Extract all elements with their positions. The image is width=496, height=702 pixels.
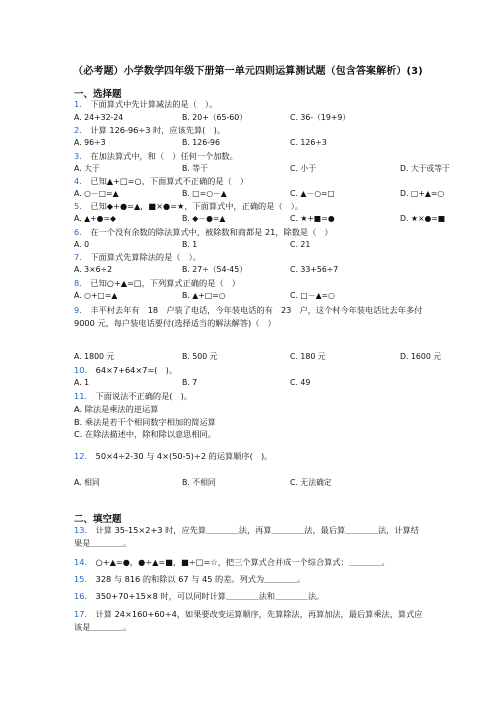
fill-question-16 [74, 591, 324, 601]
question-text: 在加法算式中，和（ ）任何一个加数。 [90, 151, 238, 161]
option-c: C. 21 [290, 240, 311, 249]
question-number: 1． [74, 99, 88, 109]
question-number: 8． [74, 278, 88, 288]
option-c: C. ★+■=● [290, 214, 335, 223]
option-c: C. 126÷3 [290, 138, 327, 147]
question-text: 计算 24×160+60÷4，如果要改变运算顺序，先算除法，再算加法，最后算乘法，算式应该是＿＿＿＿。 [74, 609, 423, 632]
option-a: A. ▲+●=◆ [74, 214, 117, 223]
question-8 [74, 278, 240, 288]
question-number: 16． [74, 591, 93, 601]
fill-question-15 [74, 574, 305, 584]
fill-question-13 [74, 524, 426, 550]
option-a: A. ○－□=▲ [74, 189, 119, 198]
option-b: B. ▲+□=○ [182, 291, 226, 300]
question-text: 下面算式先算除法的是（ ）。 [90, 252, 201, 262]
question-3 [74, 151, 238, 161]
question-text: 已知◆+●=▲，■×●=★，下面算式中，正确的是（ ）。 [90, 201, 304, 211]
statement-a: A. 除法是乘法的逆运算 [74, 404, 159, 414]
option-c: C. 33+56÷7 [290, 265, 339, 274]
question-number: 17． [74, 609, 93, 619]
option-a: A. ○+□=▲ [74, 291, 118, 300]
question-5 [74, 201, 303, 211]
question-number: 7． [74, 252, 88, 262]
question-7 [74, 252, 201, 262]
question-1 [74, 99, 217, 109]
question-number: 14． [74, 557, 93, 567]
section-heading-fill: 二、填空题 [74, 514, 122, 525]
option-a: A. 大于 [74, 164, 100, 173]
option-a: A. 1800 元 [74, 352, 115, 361]
question-6 [74, 227, 333, 237]
option-a: A. 24+32-24 [74, 113, 124, 122]
statement-b: B. 乘法是若干个相同数字相加的简运算 [74, 416, 216, 427]
question-number: 11． [74, 391, 93, 401]
option-c: C. ▲－○=□ [290, 189, 335, 198]
question-11 [74, 391, 192, 401]
question-4 [74, 176, 248, 186]
question-text: 350+70+15×8 时，可以同时计算＿＿＿＿法和＿＿＿＿法。 [95, 591, 325, 601]
option-a: A. 96÷3 [74, 138, 106, 147]
option-c: C. 36-（19+9） [290, 113, 351, 122]
option-b: B. 126-96 [182, 138, 220, 147]
question-text: 已知○+▲=□，下列算式正确的是（ ） [90, 278, 240, 288]
question-text: 在一个没有余数的除法算式中，被除数和商都是 21，除数是（ ） [90, 227, 333, 237]
question-number: 13． [74, 525, 93, 535]
option-c: C. 180 元 [290, 352, 326, 361]
question-number: 6． [74, 227, 88, 237]
option-a: A. 1 [74, 378, 90, 387]
fill-question-17 [74, 608, 426, 634]
question-10 [74, 365, 177, 375]
option-b: B. □=○－▲ [182, 189, 227, 198]
question-number: 12． [74, 451, 93, 461]
question-number: 2． [74, 125, 88, 135]
option-b: B. 500 元 [182, 352, 218, 361]
document-title: （必考题）小学数学四年级下册第一单元四则运算测试题（包含答案解析）(3) [73, 66, 423, 77]
option-d: D. ★×●=■ [400, 214, 446, 223]
question-text: ○+▲=●，●÷▲=■，■÷□=☆，把三个算式合并成一个综合算式：＿＿＿＿。 [95, 557, 390, 567]
question-number: 15． [74, 574, 93, 584]
option-c: C. □－▲=○ [290, 291, 335, 300]
question-9 [74, 304, 426, 330]
question-text: 已知▲+□=○，下面算式不正确的是（ ） [90, 176, 249, 186]
option-d: D. 大于或等于 [400, 164, 450, 173]
question-text: 328 与 816 的和除以 67 与 45 的差。列式为＿＿＿＿。 [95, 574, 306, 584]
option-b: B. 27÷（54-45） [182, 265, 248, 274]
question-12 [74, 451, 272, 461]
question-text: 计算 35-15×2+3 时，应先算＿＿＿＿法，再算＿＿＿＿法，最后算＿＿＿＿法，计算结果是＿＿＿＿。 [74, 525, 419, 548]
option-a: A. 相同 [74, 478, 100, 487]
option-b: B. 1 [182, 240, 198, 249]
option-a: A. 0 [74, 240, 90, 249]
option-c: C. 49 [290, 378, 311, 387]
statement-c: C. 在除法描述中，除和除以意思相同。 [74, 429, 216, 439]
option-c: C. 小于 [290, 164, 316, 173]
option-a: A. 3×6÷2 [74, 265, 113, 274]
question-number: 9． [74, 305, 88, 315]
question-number: 3． [74, 151, 88, 161]
option-b: B. ◆－●=▲ [182, 214, 226, 223]
question-text: 计算 126-96÷3 时，应该先算( )。 [90, 125, 225, 135]
option-c: C. 无法确定 [290, 478, 332, 487]
question-number: 4． [74, 176, 88, 186]
option-b: B. 20+（65-60） [182, 113, 248, 122]
question-number: 5． [74, 201, 88, 211]
option-b: B. 7 [182, 378, 198, 387]
option-b: B. 不相同 [182, 478, 216, 487]
option-d: D. 1600 元 [400, 352, 442, 361]
section-heading-choice: 一、选择题 [74, 89, 122, 100]
question-text: 下面算式中先计算减法的是（ ）。 [90, 99, 218, 109]
question-number: 10． [74, 365, 93, 375]
question-2 [74, 125, 225, 135]
question-text: 64×7+64×7=( )。 [95, 365, 178, 375]
question-text: 丰平村去年有 18 户装了电话，今年装电话的有 23 户，这个村今年装电话比去年多付 9000 元，每户装电话要付(选择适当的解法解答)（ ） [74, 305, 423, 328]
option-d: D. □+▲=○ [400, 189, 445, 198]
question-text: 下面说法不正确的是( )。 [95, 391, 193, 401]
option-b: B. 等于 [182, 164, 208, 173]
question-text: 50×4÷2-30 与 4×(50-5)÷2 的运算顺序( )。 [95, 451, 273, 461]
fill-question-14 [74, 557, 390, 567]
